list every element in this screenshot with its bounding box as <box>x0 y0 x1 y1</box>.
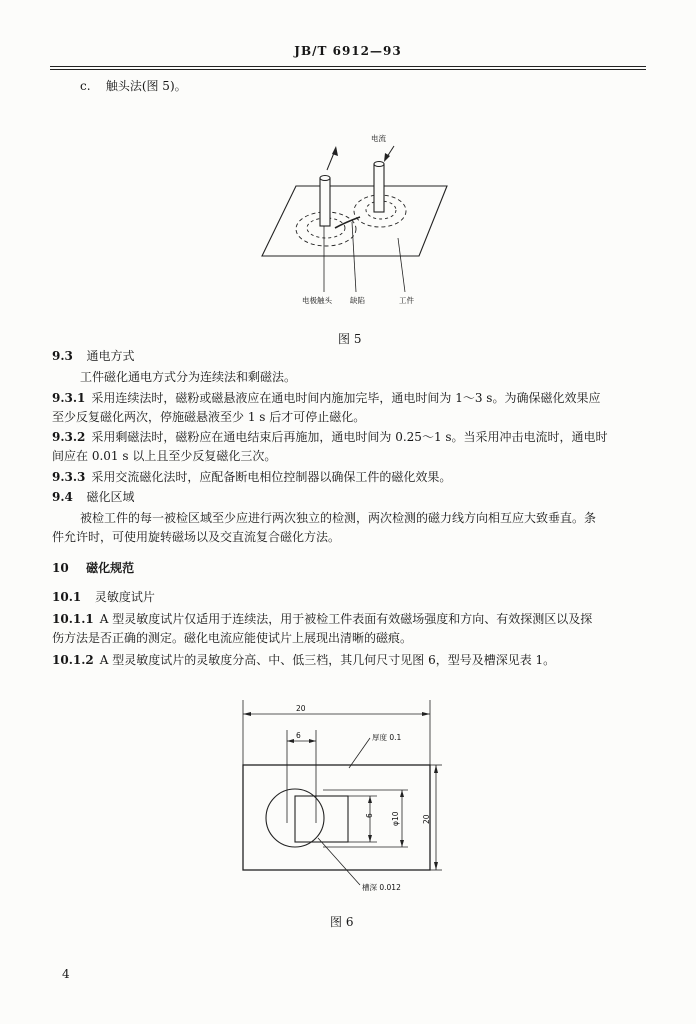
cross-groove <box>295 796 348 842</box>
label-groove: 槽深 0.012 <box>362 883 401 892</box>
label-thickness: 厚度 0.1 <box>372 733 402 742</box>
label-defect: 缺陷 <box>350 296 365 305</box>
section-9-3-3-line1: 9.3.3 采用交流磁化法时，应配备断电相位控制器以确保工件的磁化效果。 <box>52 470 452 484</box>
leader-thickness <box>349 738 370 768</box>
section-10-1-1-line2: 伤方法是否正确的测定。磁化电流应能使试片上展现出清晰的磁痕。 <box>52 631 413 645</box>
section-9-4-number: 9.4 <box>52 490 73 504</box>
section-10-title: 磁化规范 <box>86 561 135 575</box>
label-current: 电流 <box>371 134 386 143</box>
section-9-3-2-line1: 9.3.2 采用剩磁法时，磁粉应在通电结束后再施加，通电时间为 0.25～1 s。当采用冲击电流时，通电时 <box>52 430 608 444</box>
figure-6-caption: 图 6 <box>330 915 354 929</box>
section-9-3-body: 工件磁化通电方式分为连续法和剩磁法。 <box>80 370 297 384</box>
section-9-4-line1: 被检工件的每一被检区域至少应进行两次独立的检测，两次检测的磁力线方向相互应大致垂直。条 <box>80 511 597 525</box>
section-9-3-1-line2: 至少反复磁化两次，停施磁悬液至少 1 s 后才可停止磁化。 <box>52 410 366 424</box>
item-c-label: c. <box>80 79 91 93</box>
label-workpiece: 工件 <box>399 296 414 305</box>
section-9-3-number: 9.3 <box>52 349 73 363</box>
section-9-3-title: 通电方式 <box>86 349 135 363</box>
dim-diameter: φ10 <box>391 811 400 826</box>
item-c-text: 触头法(图 5)。 <box>105 79 187 93</box>
figure-5-caption: 图 5 <box>338 332 362 346</box>
section-10-1-2-line1: 10.1.2 A 型灵敏度试片的灵敏度分高、中、低三档，其几何尺寸见图 6，型号及槽深见表 1。 <box>52 653 556 667</box>
section-9-3-1-number: 9.3.1 <box>52 391 86 405</box>
dim-inner: 6 <box>365 813 374 818</box>
section-10-1-title: 灵敏度试片 <box>94 590 155 604</box>
section-10-1-1-line1: 10.1.1 A 型灵敏度试片仅适用于连续法，用于被检工件表面有效磁场强度和方向、有效探测区以及探 <box>52 612 593 626</box>
dim-height: 20 <box>422 814 431 824</box>
section-9-3-2-line2: 间应在 0.01 s 以上且至少反复磁化三次。 <box>52 449 277 463</box>
section-10-1-1-number: 10.1.1 <box>52 612 94 626</box>
label-electrode: 电极触头 <box>302 296 332 305</box>
dim-width: 20 <box>296 704 306 713</box>
section-9-3-3-number: 9.3.3 <box>52 470 86 484</box>
leader-groove <box>318 838 360 885</box>
section-10-number: 10 <box>52 561 69 575</box>
header-title: JB/T 6912—93 <box>294 44 402 58</box>
section-9-3-2-number: 9.3.2 <box>52 430 86 444</box>
section-9-4-title: 磁化区域 <box>86 490 135 504</box>
section-10-1-2-number: 10.1.2 <box>52 653 94 667</box>
section-9-4-line2: 件允许时，可使用旋转磁场以及交直流复合磁化方法。 <box>52 530 341 544</box>
section-9-3-1-line1: 9.3.1 采用连续法时，磁粉或磁悬液应在通电时间内施加完毕，通电时间为 1～3 s。为确保磁化效果应 <box>52 391 601 405</box>
dim-slot: 6 <box>296 731 301 740</box>
page-number: 4 <box>62 967 70 981</box>
section-10-1-number: 10.1 <box>52 590 82 604</box>
